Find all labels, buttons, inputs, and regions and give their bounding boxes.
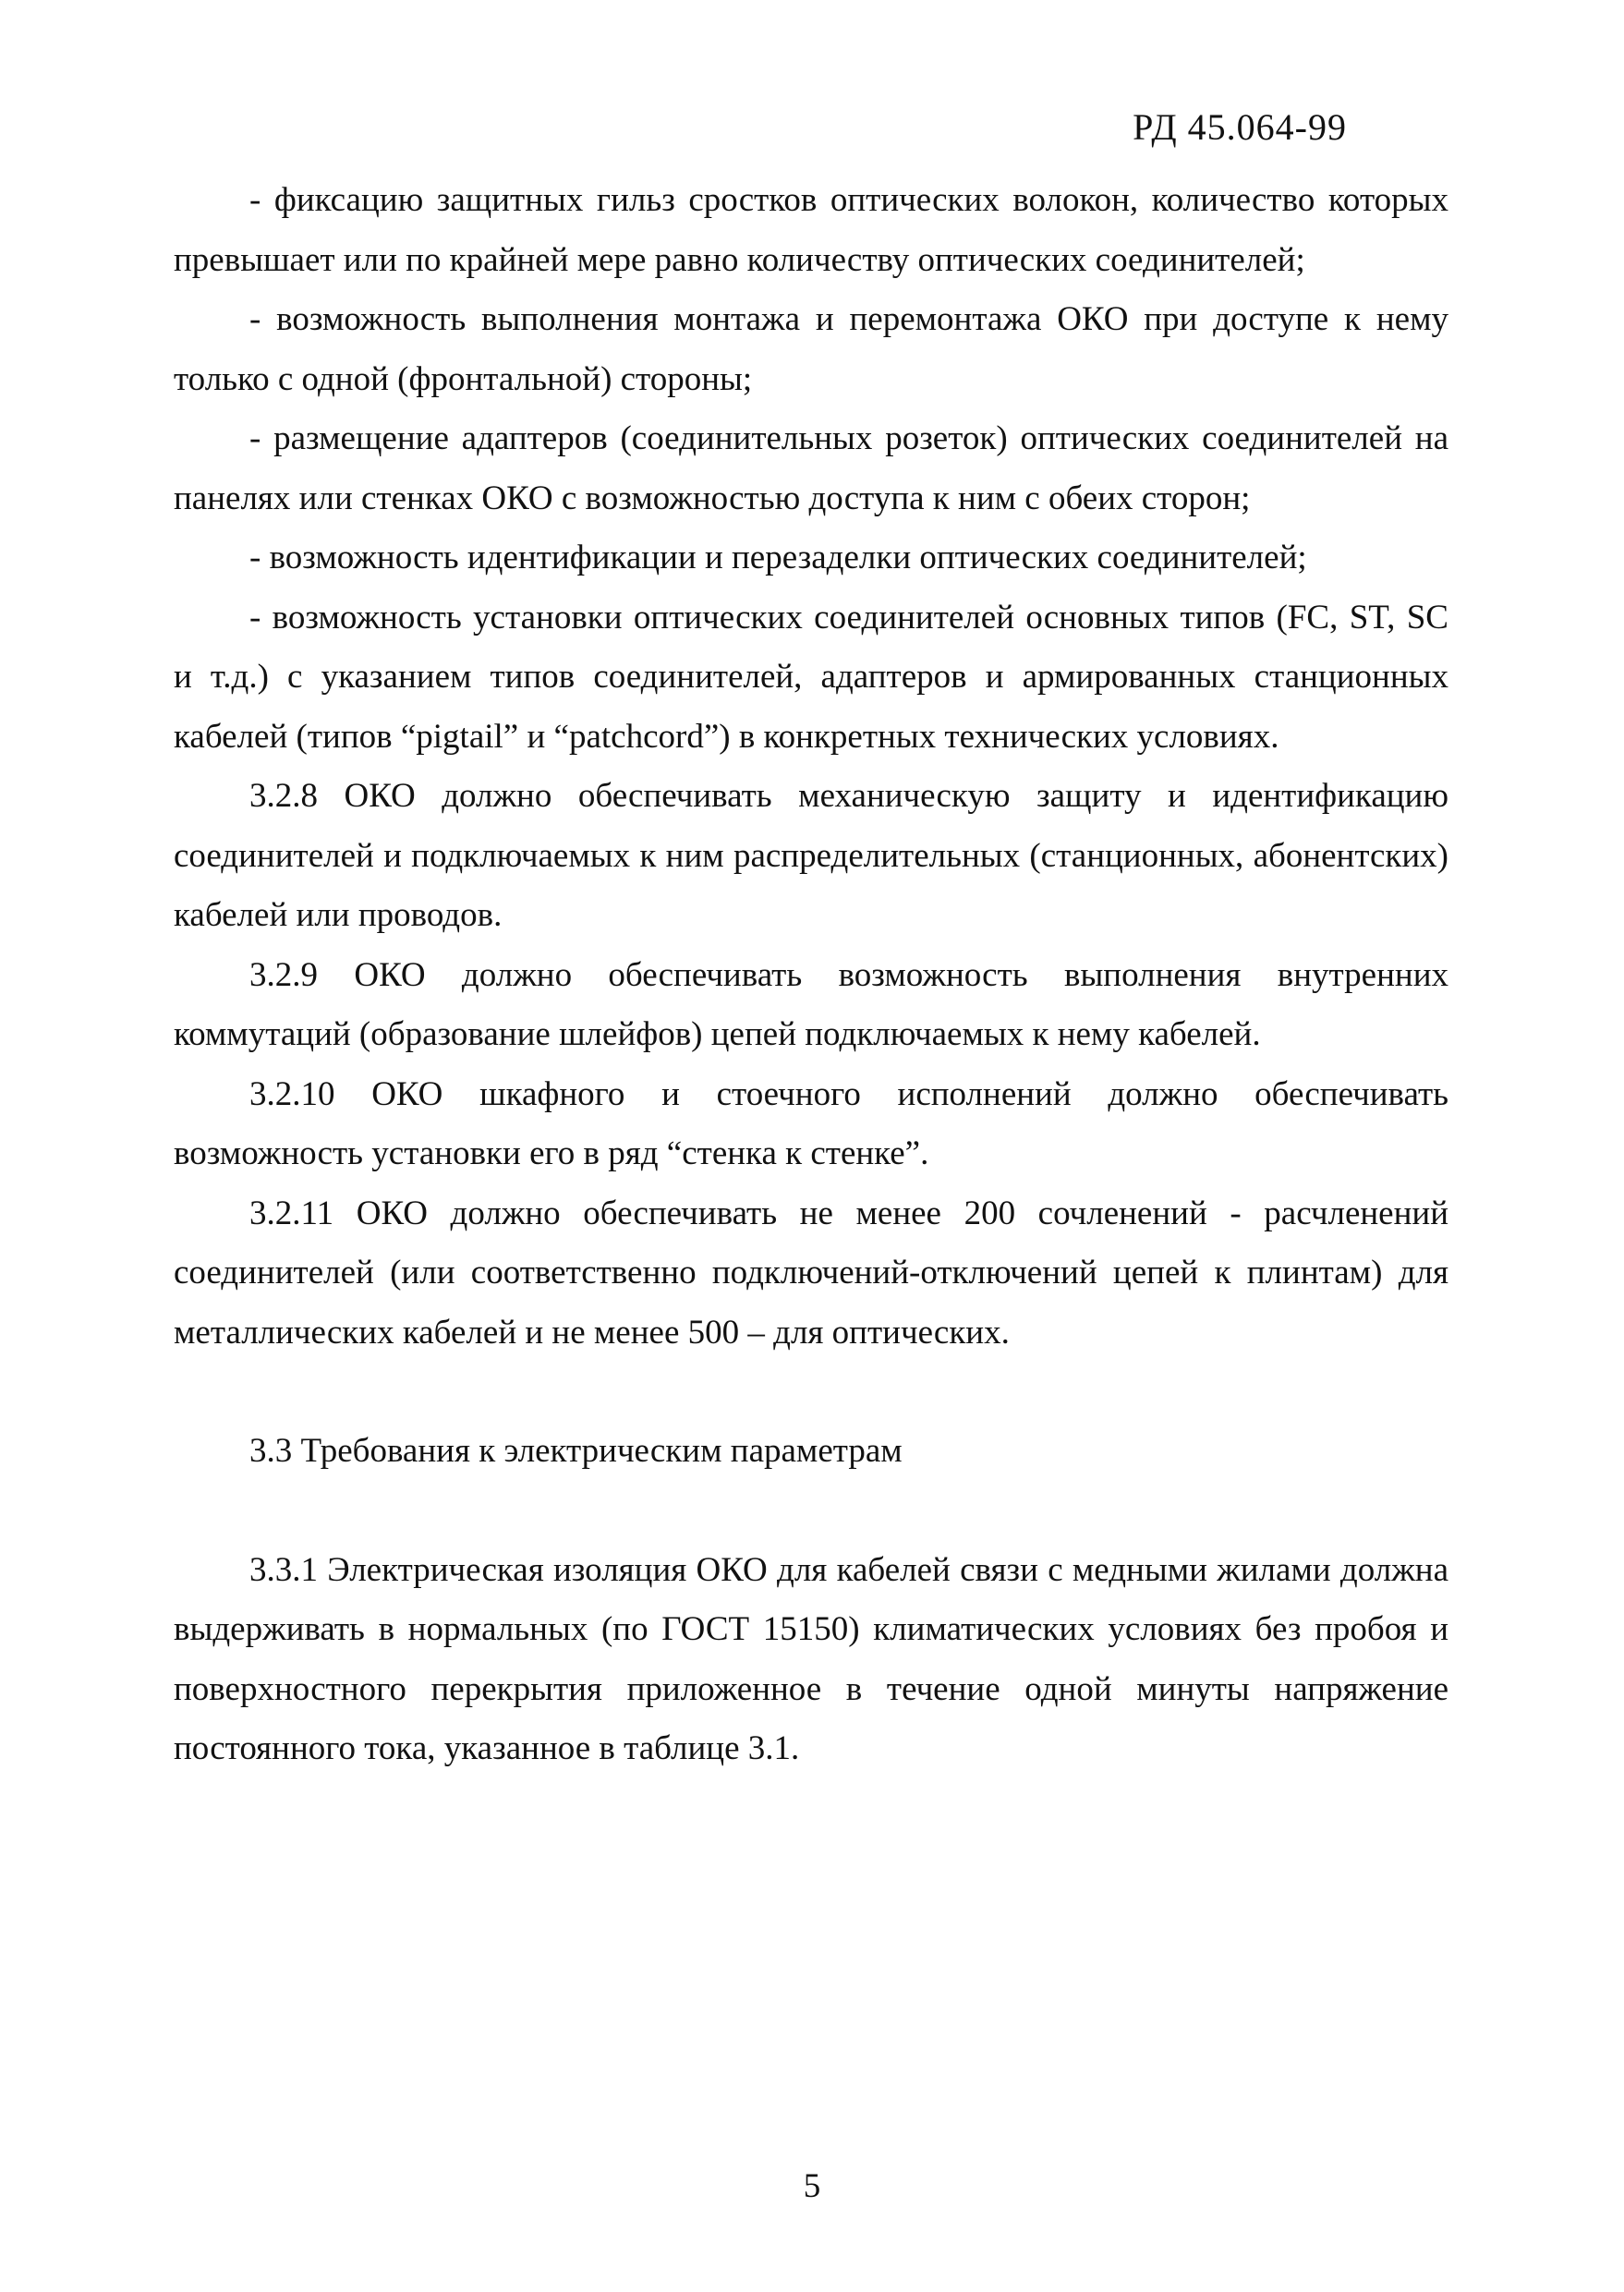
clause-3-2-11: 3.2.11 ОКО должно обеспечивать не менее 200 сочленений - расчленений соединителей (или соответственно подключений-отключений цепей к плинтам) для металлических кабелей и не менее 500 – для оптических. [174, 1194, 1448, 1352]
list-item-adapters: - размещение адаптеров (соединительных розеток) оптических соединителей на панелях или стенках ОКО с возможностью доступа к ним с обеих сторон; [174, 419, 1448, 517]
clause-3-3-1: 3.3.1 Электрическая изоляция ОКО для кабелей связи с медными жилами должна выдерживать в нормальных (по ГОСТ 15150) климатических условиях без пробоя и поверхностного перекрытия приложенное в течение одной минуты напряжение постоянного тока, указанное в таблице 3.1. [174, 1550, 1448, 1767]
page-body [174, 171, 1448, 1779]
list-item-identification: - возможность идентификации и перезаделки оптических соединителей; [249, 539, 1307, 576]
section-heading: 3.3 Требования к электрическим параметрам [249, 1432, 903, 1470]
clause-3-2-9: 3.2.9 ОКО должно обеспечивать возможность выполнения внутренних коммутаций (образование шлейфов) цепей подключаемых к нему кабелей. [174, 955, 1448, 1053]
page-number: 5 [803, 2167, 821, 2205]
clause-3-2-10: 3.2.10 ОКО шкафного и стоечного исполнений должно обеспечивать возможность установки его в ряд “стенка к стенке”. [174, 1074, 1448, 1172]
list-item-mounting: - возможность выполнения монтажа и перемонтажа ОКО при доступе к нему только с одной (фронтальной) стороны; [174, 300, 1448, 398]
list-item-connector-types: - возможность установки оптических соединителей основных типов (FC, ST, SC и т.д.) с указанием типов соединителей, адаптеров и армированных станционных кабелей (типов “pigtail” и “patchcord”) в конкретных технических условиях. [174, 598, 1448, 756]
section-spacer [174, 1482, 1448, 1541]
list-item-fixation: - фиксацию защитных гильз сростков оптических волокон, количество которых превышает или по крайней мере равно количеству оптических соединителей; [174, 181, 1448, 279]
clause-3-2-8: 3.2.8 ОКО должно обеспечивать механическую защиту и идентификацию соединителей и подключаемых к ним распределительных (станционных, абонентских) кабелей или проводов. [174, 777, 1448, 934]
section-spacer [174, 1363, 1448, 1422]
document-code: РД 45.064-99 [1133, 106, 1347, 148]
